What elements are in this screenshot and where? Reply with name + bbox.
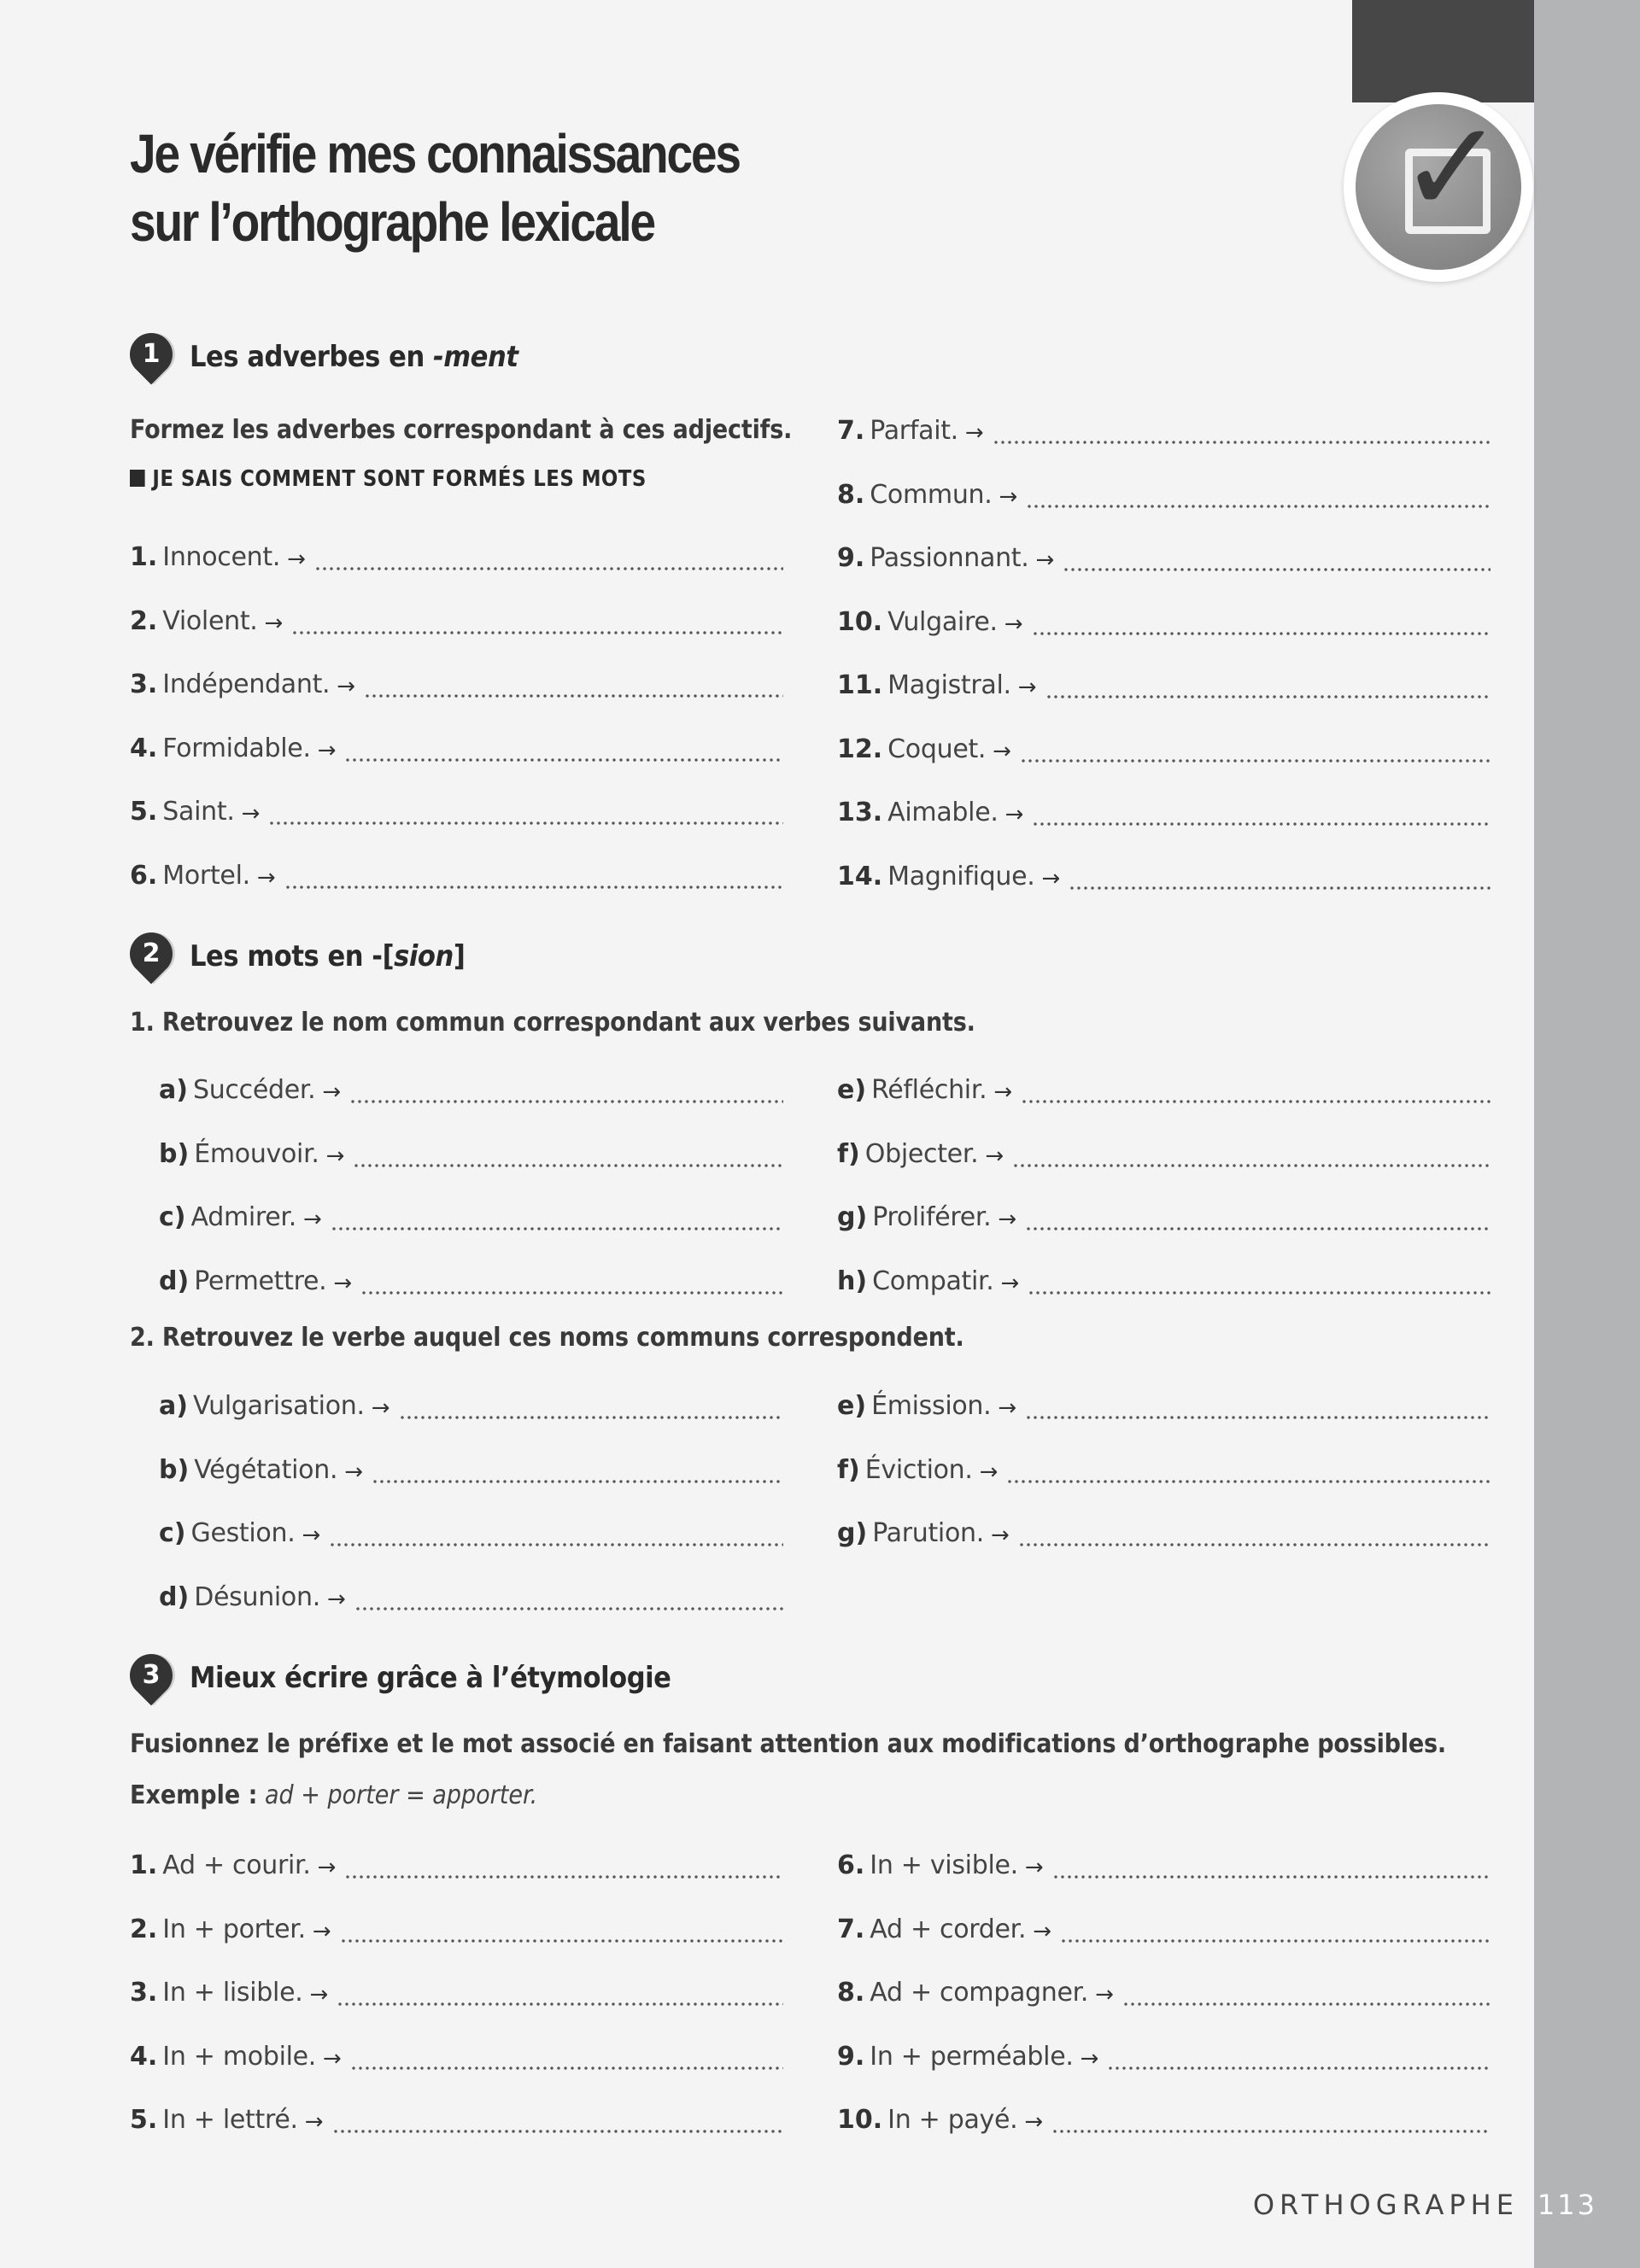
arrow-right-icon: → [1024, 2109, 1044, 2135]
item-number: 9. [837, 2041, 865, 2072]
arrow-right-icon: → [317, 737, 337, 763]
item-number: 2. [130, 1914, 158, 1944]
item-prompt: Ad + courir. [162, 1850, 311, 1880]
item-number: 6. [837, 1850, 865, 1880]
answer-blank[interactable] [1032, 800, 1491, 826]
answer-blank[interactable] [1025, 1205, 1491, 1230]
arrow-right-icon: → [1041, 865, 1061, 891]
item-number: a) [159, 1391, 188, 1421]
item-number: g) [837, 1518, 868, 1548]
item-number: 3. [130, 1978, 158, 2008]
answer-blank[interactable] [1021, 1078, 1491, 1103]
answer-blank[interactable] [284, 863, 783, 889]
answer-blank[interactable] [344, 1853, 783, 1879]
item-number: 14. [837, 861, 883, 891]
answer-blank[interactable] [314, 545, 783, 570]
answer-blank[interactable] [1032, 610, 1491, 635]
item-number: 3. [130, 669, 158, 699]
item-number: f) [837, 1454, 860, 1485]
item-number: 7. [837, 416, 865, 446]
exercise-item [837, 2034, 1491, 2072]
section-1-title: Les adverbes en -ment [190, 340, 518, 374]
answer-blank[interactable] [329, 1521, 783, 1546]
arrow-right-icon: → [1095, 1982, 1114, 2008]
item-prompt: In + lettré. [162, 2105, 298, 2135]
item-number: f) [837, 1138, 860, 1169]
item-prompt: In + mobile. [162, 2041, 317, 2072]
arrow-right-icon: → [304, 2109, 324, 2135]
item-number: 1. [130, 542, 158, 572]
arrow-right-icon: → [993, 1079, 1013, 1105]
answer-blank[interactable] [354, 1585, 783, 1610]
answer-blank[interactable] [332, 2107, 783, 2133]
answer-blank[interactable] [1006, 1458, 1491, 1483]
section-2-question-1: 1. Retrouvez le nom commun correspondant aux verbes suivants. [130, 1008, 975, 1038]
section-number-marker: 2 [130, 932, 178, 980]
answer-blank[interactable] [1020, 737, 1491, 763]
answer-blank[interactable] [1060, 1917, 1491, 1943]
item-number: e) [837, 1075, 867, 1105]
page-number: 113 [1537, 2189, 1597, 2221]
item-number: 2. [130, 605, 158, 636]
exercise-item [837, 1131, 1491, 1169]
section-2-question-2: 2. Retrouvez le verbe auquel ces noms communs correspondent. [130, 1323, 964, 1353]
exercise-item [837, 599, 1491, 637]
item-prompt: Formidable. [162, 733, 311, 763]
arrow-right-icon: → [256, 864, 276, 891]
arrow-right-icon: → [371, 1395, 390, 1421]
exercise-item [130, 789, 783, 827]
arrow-right-icon: → [1024, 1855, 1044, 1880]
arrow-right-icon: → [1035, 547, 1055, 573]
exercise-item [837, 1447, 1491, 1485]
arrow-right-icon: → [1017, 675, 1037, 700]
exercise-item [837, 1511, 1491, 1548]
item-prompt: Passionnant. [870, 543, 1029, 573]
item-prompt: Violent. [162, 605, 258, 636]
arrow-right-icon: → [998, 1395, 1017, 1421]
exercise-item [159, 1195, 783, 1232]
square-bullet-icon [130, 470, 145, 487]
exercise-item [159, 1447, 783, 1485]
exercise-item [130, 1907, 783, 1944]
answer-blank[interactable] [344, 736, 783, 762]
arrow-right-icon: → [990, 1523, 1010, 1548]
answer-blank[interactable] [1052, 1853, 1491, 1879]
arrow-right-icon: → [979, 1458, 999, 1485]
answer-blank[interactable] [268, 799, 783, 825]
exercise-item [837, 1907, 1491, 1944]
item-prompt: Admirer. [190, 1202, 296, 1232]
exercise-item [837, 1843, 1491, 1880]
item-prompt: Magistral. [887, 670, 1011, 700]
item-prompt: Végétation. [194, 1454, 338, 1485]
exercise-item [159, 1067, 783, 1105]
item-number: 1. [130, 1850, 158, 1880]
title-line-1: Je vérifie mes connaissances [130, 123, 740, 184]
exercise-item [837, 535, 1491, 573]
section-1-instruction: Formez les adverbes correspondant à ces adjectifs. [130, 415, 793, 445]
item-number: 11. [837, 670, 883, 700]
item-prompt: Gestion. [190, 1518, 296, 1548]
item-prompt: Compatir. [872, 1266, 994, 1296]
exercise-item [130, 2097, 783, 2135]
item-prompt: Saint. [162, 797, 235, 827]
answer-blank[interactable] [340, 1917, 783, 1943]
exercise-item [130, 726, 783, 763]
header-tab [1352, 0, 1534, 102]
answer-blank[interactable] [1028, 1269, 1491, 1295]
section-number-marker: 3 [130, 1654, 178, 1702]
item-number: b) [159, 1454, 190, 1485]
item-number: c) [159, 1518, 186, 1548]
answer-blank[interactable] [364, 672, 783, 698]
item-prompt: Indépendant. [162, 669, 331, 699]
arrow-right-icon: → [241, 801, 261, 827]
section-3-title: Mieux écrire grâce à l’étymologie [190, 1661, 671, 1695]
item-prompt: Innocent. [162, 542, 281, 572]
item-number: 4. [130, 733, 158, 763]
answer-blank[interactable] [337, 1980, 783, 2006]
item-number: 6. [130, 860, 158, 891]
title-line-2: sur l’orthographe lexicale [130, 191, 654, 253]
item-prompt: Permettre. [194, 1266, 327, 1296]
exercise-item [837, 1195, 1491, 1232]
item-prompt: In + perméable. [870, 2041, 1074, 2072]
answer-blank[interactable] [1025, 1394, 1491, 1419]
arrow-right-icon: → [1033, 1918, 1051, 1944]
item-prompt: Aimable. [887, 798, 999, 827]
item-prompt: Magnifique. [887, 861, 1035, 891]
badge-disc [1356, 94, 1521, 270]
item-prompt: Parution. [872, 1518, 984, 1548]
footer-section: ORTHOGRAPHE [1252, 2189, 1519, 2221]
exercise-item [837, 1970, 1491, 2008]
arrow-right-icon: → [1000, 1270, 1020, 1296]
item-prompt: Émouvoir. [194, 1138, 319, 1169]
item-number: h) [837, 1266, 868, 1296]
item-prompt: Mortel. [162, 860, 250, 891]
item-number: 13. [837, 798, 883, 827]
exercise-item [837, 408, 1491, 446]
arrow-right-icon: → [1004, 611, 1023, 637]
item-prompt: In + lisible. [162, 1978, 303, 2008]
skill-label: JE SAIS COMMENT SONT FORMÉS LES MOTS [130, 466, 647, 492]
arrow-right-icon: → [312, 1918, 331, 1944]
answer-blank[interactable] [350, 2044, 783, 2070]
exercise-item [159, 1259, 783, 1296]
item-prompt: Réfléchir. [871, 1075, 987, 1105]
answer-blank[interactable] [1122, 1980, 1491, 2006]
page-margin-band [1534, 0, 1640, 2268]
item-prompt: Coquet. [887, 734, 987, 764]
arrow-right-icon: → [1080, 2045, 1099, 2072]
answer-blank[interactable] [349, 1078, 783, 1103]
exercise-item [837, 1067, 1491, 1105]
item-number: 5. [130, 797, 158, 827]
exercise-item [159, 1131, 783, 1169]
page-footer [1252, 2188, 1597, 2222]
exercise-item [130, 1843, 783, 1880]
arrow-right-icon: → [344, 1458, 363, 1485]
answer-blank[interactable] [353, 1142, 783, 1167]
item-prompt: Éviction. [864, 1454, 973, 1485]
exercise-item [130, 599, 783, 636]
exercise-item [159, 1511, 783, 1548]
answer-blank[interactable] [331, 1205, 783, 1230]
section-3-instruction: Fusionnez le préfixe et le mot associé en faisant attention aux modifications d’orthographe possibles. [130, 1729, 1446, 1759]
exercise-item [130, 1970, 783, 2008]
item-prompt: Commun. [870, 479, 993, 510]
exercise-item [837, 790, 1491, 827]
item-number: a) [159, 1075, 188, 1105]
answer-blank[interactable] [1051, 2107, 1491, 2133]
exercise-item [837, 472, 1491, 510]
arrow-right-icon: → [964, 420, 984, 446]
item-number: g) [837, 1202, 868, 1232]
item-number: 12. [837, 734, 883, 764]
arrow-right-icon: → [264, 610, 284, 636]
item-prompt: Parfait. [870, 416, 958, 446]
exercise-item [130, 535, 783, 572]
exercise-item [159, 1575, 783, 1612]
section-2-title: Les mots en -[sion] [190, 939, 466, 973]
item-prompt: Vulgaire. [887, 606, 998, 637]
item-number: 4. [130, 2041, 158, 2072]
item-prompt: Objecter. [864, 1138, 979, 1169]
page-title [130, 120, 740, 256]
answer-blank[interactable] [1018, 1521, 1491, 1546]
arrow-right-icon: → [985, 1143, 1004, 1169]
item-prompt: Émission. [871, 1391, 992, 1421]
exercise-item [837, 727, 1491, 764]
arrow-right-icon: → [287, 547, 306, 572]
answer-blank[interactable] [360, 1269, 783, 1295]
arrow-right-icon: → [999, 483, 1018, 510]
item-prompt: Ad + corder. [870, 1914, 1027, 1944]
section-number-marker: 1 [130, 333, 178, 381]
item-number: d) [159, 1581, 190, 1612]
item-number: 8. [837, 1978, 865, 2008]
exercise-item [837, 663, 1491, 700]
exercise-item [130, 853, 783, 891]
item-prompt: Ad + compagner. [870, 1978, 1089, 2008]
check-icon: ✓ [1398, 94, 1506, 243]
exercise-item [837, 854, 1491, 891]
item-number: 10. [837, 2105, 883, 2135]
arrow-right-icon: → [998, 1207, 1017, 1232]
arrow-right-icon: → [317, 1855, 337, 1880]
exercise-item [837, 1259, 1491, 1296]
answer-blank[interactable] [1012, 1142, 1491, 1167]
section-1-header [130, 331, 554, 383]
item-prompt: In + visible. [870, 1850, 1018, 1880]
arrow-right-icon: → [302, 1523, 321, 1548]
answer-blank[interactable] [291, 609, 783, 634]
arrow-right-icon: → [993, 738, 1011, 764]
item-prompt: In + porter. [162, 1914, 306, 1944]
arrow-right-icon: → [325, 1143, 345, 1169]
answer-blank[interactable] [1069, 864, 1491, 890]
check-badge [1344, 92, 1533, 282]
item-number: e) [837, 1391, 867, 1421]
answer-blank[interactable] [1026, 482, 1491, 508]
arrow-right-icon: → [323, 2045, 342, 2072]
exercise-item [130, 2034, 783, 2072]
section-3-header [130, 1652, 724, 1704]
item-prompt: Désunion. [194, 1581, 320, 1612]
item-number: 7. [837, 1914, 865, 1944]
answer-blank[interactable] [1046, 673, 1491, 699]
item-number: b) [159, 1138, 190, 1169]
exercise-item [159, 1383, 783, 1421]
item-number: c) [159, 1202, 186, 1232]
answer-blank[interactable] [372, 1458, 783, 1483]
example-line: Exemple : ad + porter = apporter. [130, 1780, 538, 1810]
item-prompt: Succéder. [192, 1075, 316, 1105]
item-number: 8. [837, 479, 865, 510]
arrow-right-icon: → [337, 674, 356, 699]
item-number: 9. [837, 543, 865, 573]
exercise-item [837, 2097, 1491, 2135]
arrow-right-icon: → [322, 1079, 342, 1105]
arrow-right-icon: → [1004, 802, 1024, 827]
answer-blank[interactable] [1107, 2044, 1491, 2070]
arrow-right-icon: → [333, 1270, 353, 1296]
answer-blank[interactable] [993, 418, 1491, 444]
item-number: 10. [837, 606, 883, 637]
item-number: 5. [130, 2105, 158, 2135]
item-prompt: Vulgarisation. [192, 1391, 365, 1421]
answer-blank[interactable] [399, 1394, 783, 1419]
exercise-item [130, 662, 783, 699]
exercise-item [837, 1383, 1491, 1421]
item-prompt: Proliférer. [872, 1202, 992, 1232]
arrow-right-icon: → [302, 1207, 322, 1232]
item-prompt: In + payé. [887, 2105, 1018, 2135]
arrow-right-icon: → [309, 1982, 329, 2008]
item-number: d) [159, 1266, 190, 1296]
arrow-right-icon: → [326, 1586, 346, 1612]
section-2-header [130, 931, 495, 982]
answer-blank[interactable] [1063, 546, 1491, 571]
